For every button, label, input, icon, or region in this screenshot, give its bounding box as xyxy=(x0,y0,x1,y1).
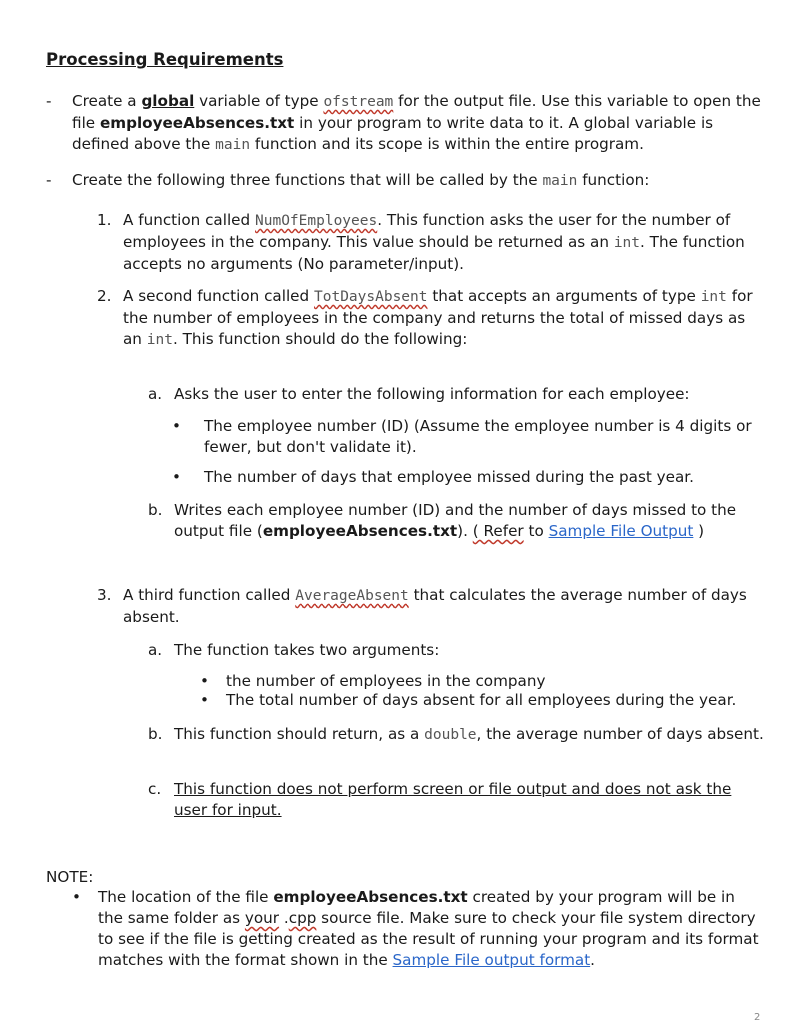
text: . This function should do the following: xyxy=(172,330,468,348)
text: function and its scope is within the entire program. xyxy=(250,135,644,153)
text: . xyxy=(279,909,289,927)
req-global-variable xyxy=(72,91,762,156)
filename: employeeAbsences.txt xyxy=(273,888,468,906)
text: for the output file. Use this variable to open the file xyxy=(72,92,761,132)
code-int: int xyxy=(700,289,727,305)
text: cpp xyxy=(288,909,317,927)
bullet-dot: • xyxy=(172,468,181,486)
function-average-absent xyxy=(123,585,763,628)
step-ask-user: Asks the user to enter the following information for each employee: xyxy=(174,385,690,403)
list-letter: b. xyxy=(148,501,163,519)
text: function: xyxy=(577,171,650,189)
text: The location of the file xyxy=(98,888,274,906)
text: A third function called xyxy=(123,586,296,604)
text: A function called xyxy=(123,211,255,229)
step-write-output xyxy=(174,500,768,542)
text: Create a xyxy=(72,92,142,110)
text: ) xyxy=(693,522,705,540)
code-function-name: AverageAbsent xyxy=(295,588,409,604)
text: to xyxy=(523,522,549,540)
note-label: NOTE: xyxy=(46,868,94,886)
bullet-dot: • xyxy=(200,691,209,709)
code-ofstream: ofstream xyxy=(323,94,394,110)
code-function-name: TotDaysAbsent xyxy=(314,289,428,305)
text: Writes each employee number (ID) and the number of days missed to the output file ( xyxy=(174,501,737,540)
text: in your program to write data to it. A global variable is defined above the xyxy=(72,114,714,153)
code-int: int xyxy=(613,235,641,251)
emphasis: global xyxy=(141,92,195,110)
list-letter: a. xyxy=(148,641,163,659)
code-main: main xyxy=(542,173,578,189)
text: source file. Make sure to check your file system directory to see if the file is getting created as the result of running your program and its format matches with the format shown in the xyxy=(98,909,759,969)
req-functions xyxy=(72,170,762,192)
text: variable of type xyxy=(194,92,324,110)
step-return-double xyxy=(174,724,764,746)
bullet-days-missed: The number of days that employee missed during the past year. xyxy=(204,468,694,486)
page-number: 2 xyxy=(754,1012,761,1023)
text: that accepts an arguments of type xyxy=(427,287,701,305)
code-int: int xyxy=(146,332,173,348)
sample-file-output-format-link[interactable]: Sample File output format xyxy=(392,951,591,969)
sample-file-output-link[interactable]: Sample File Output xyxy=(548,522,694,540)
text: your xyxy=(244,909,280,927)
text: created by your program will be in the same folder as xyxy=(98,888,735,927)
list-letter: b. xyxy=(148,725,163,743)
function-num-of-employees xyxy=(123,210,768,275)
list-letter: a. xyxy=(148,385,163,403)
bullet-dot: • xyxy=(172,417,181,435)
filename: employeeAbsences.txt xyxy=(262,522,458,540)
code-main: main xyxy=(215,137,251,153)
text: A second function called xyxy=(123,287,314,305)
text: This function should return, as a xyxy=(174,725,425,743)
bullet-arg-total-days: The total number of days absent for all employees during the year. xyxy=(226,691,737,709)
text: . The function accepts no arguments (No parameter/input). xyxy=(123,233,745,273)
note-text xyxy=(98,887,762,971)
bullet-employee-number: The employee number (ID) (Assume the employee number is 4 digits or fewer, but don't validate it). xyxy=(204,417,752,456)
list-number: 2. xyxy=(97,287,112,305)
function-tot-days-absent xyxy=(123,286,763,351)
bullet-arg-employees: the number of employees in the company xyxy=(226,672,546,690)
page-title: Processing Requirements xyxy=(46,50,284,69)
dash-bullet: - xyxy=(46,171,52,189)
dash-bullet: - xyxy=(46,92,52,110)
text: ). xyxy=(457,522,473,540)
list-number: 1. xyxy=(97,211,112,229)
text: . xyxy=(590,951,595,969)
code-double: double xyxy=(424,727,477,743)
filename: employeeAbsences.txt xyxy=(99,114,295,132)
list-letter: c. xyxy=(148,780,162,798)
step-no-output: This function does not perform screen or file output and does not ask the user for input. xyxy=(174,780,732,819)
text: for the number of employees in the company and returns the total of missed days as an xyxy=(123,287,753,348)
text: . This function asks the user for the number of employees in the company. This value should be returned as an xyxy=(123,211,731,251)
text: ( Refer xyxy=(472,522,524,540)
text: , the average number of days absent. xyxy=(476,725,764,743)
list-number: 3. xyxy=(97,586,112,604)
text: Create the following three functions that will be called by the xyxy=(72,171,543,189)
step-arguments: The function takes two arguments: xyxy=(174,641,440,659)
bullet-dot: • xyxy=(72,888,81,906)
code-function-name: NumOfEmployees xyxy=(255,213,378,229)
text: that calculates the average number of days absent. xyxy=(123,586,747,626)
bullet-dot: • xyxy=(200,672,209,690)
